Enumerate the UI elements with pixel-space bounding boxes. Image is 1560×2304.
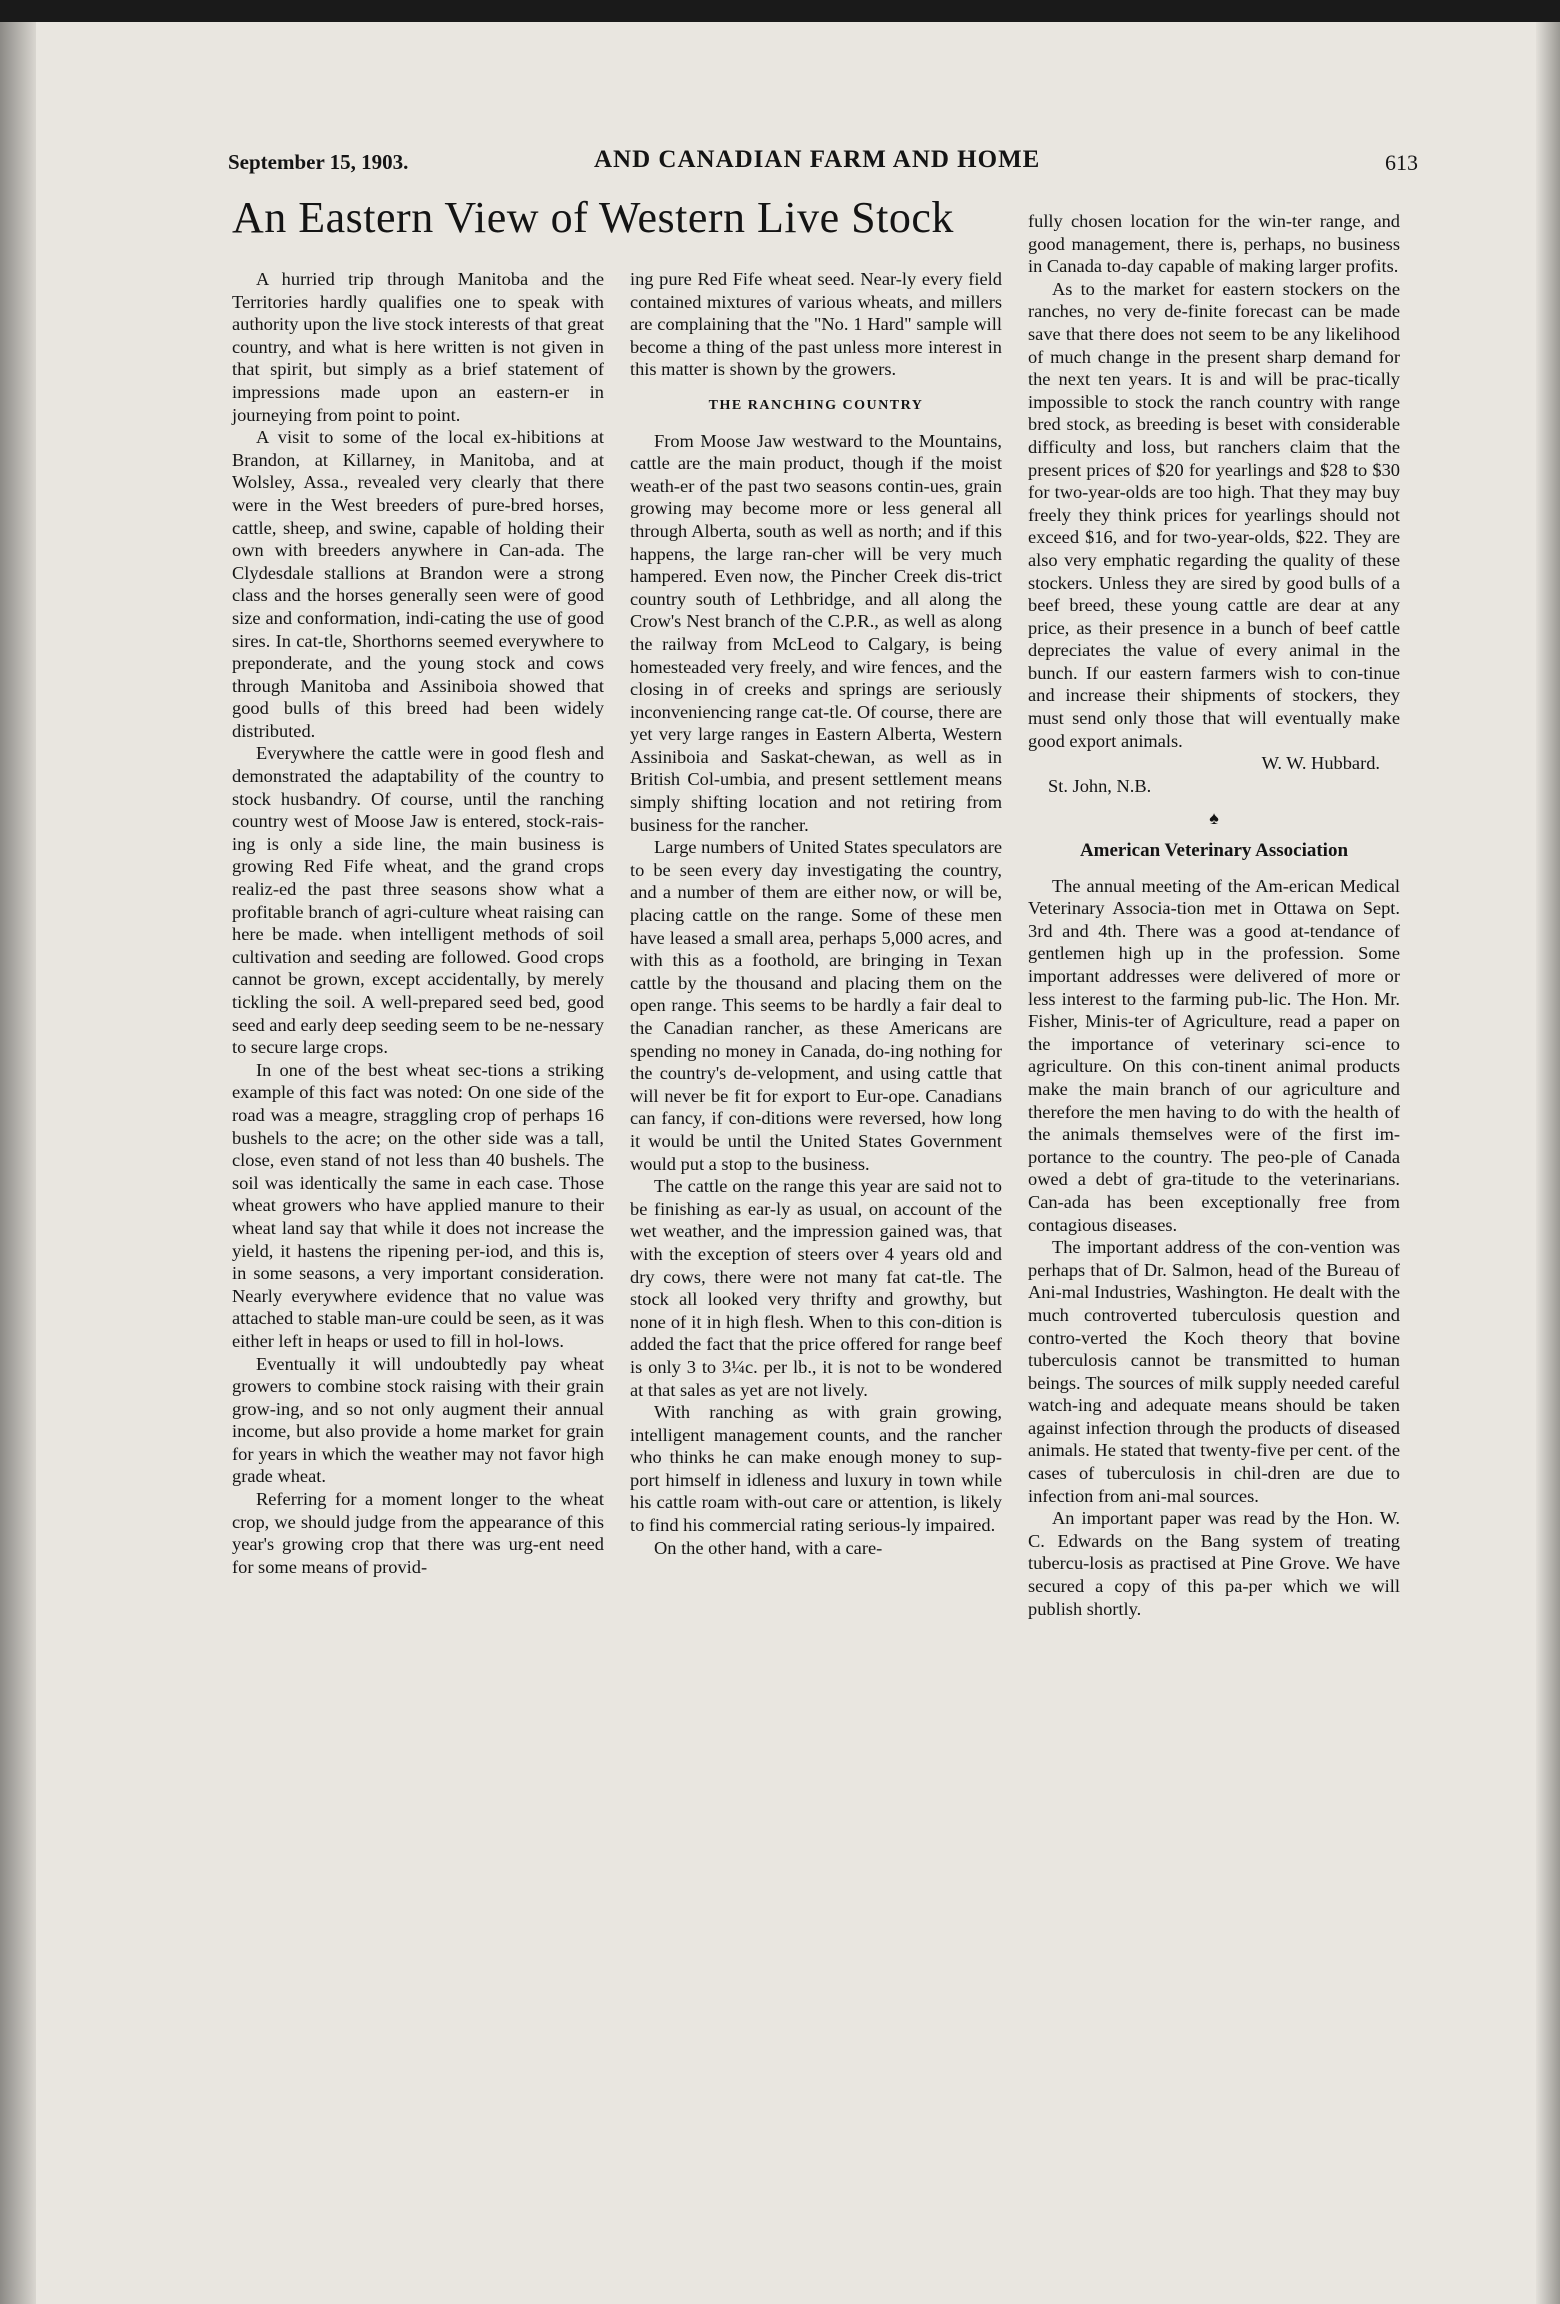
journal-title: AND CANADIAN FARM AND HOME [594,146,1041,173]
paragraph: fully chosen location for the win-ter range, and good management, there is, perhaps, no business in Canada to-day capable of making larger profits. [1028,211,1400,277]
paragraph: Referring for a moment longer to the wheat crop, we should judge from the appearance of this year's growing crop that there was urg-ent need for some means of provid- [232,1489,604,1577]
paragraph: Everywhere the cattle were in good flesh and demonstrated the adaptability of the country to stock husbandry. Of course, until the ranching country west of Moose Jaw is entered, stock-rais-ing is only a side line, the main business is growing Red Fife wheat, and the grand crops realiz-ed the past three seasons show what a profitable branch of agri-culture wheat raising can here be made. when intelligent methods of soil cultivation and seeding are followed. Good crops cannot be grown, except accidentally, by merely tickling the soil. A well-prepared seed bed, good seed and early deep seeding seem to be ne-nessary to secure large crops. [232,743,604,1058]
ornament-icon: ♠ [1209,808,1219,829]
paragraph: With ranching as with grain growing, intelligent management counts, and the rancher who thinks he can make enough money to sup-port himself in idleness and luxury in town while his cattle roam with-out care or attention, is likely to find his commercial rating serious-ly impaired. [630,1402,1002,1536]
page-number: 613 [1385,150,1418,175]
scan-edge-left [0,22,36,2304]
author-signature: W. W. Hubbard. [1261,753,1380,774]
paragraph: ing pure Red Fife wheat seed. Near-ly every field contained mixtures of various wheats, and millers are complaining that the "No. 1 Hard" sample will become a thing of the past unless more interest in this matter is shown by the growers. [630,269,1002,380]
column-3 [1028,210,1400,1620]
paragraph: The important address of the con-vention was perhaps that of Dr. Salmon, head of the Bureau of Ani-mal Industries, Washington. He dealt with the much controverted tuberculosis question and contro-verted the Koch theory that bovine tuberculosis cannot be transmitted to human beings. The sources of milk supply needed careful watch-ing and adequate means should be taken against infection through the products of diseased animals. He stated that twenty-five per cent. of the cases of tuberculosis in chil-dren are due to infection from ani-mal sources. [1028,1237,1400,1506]
article-heading: American Veterinary Association [1079,840,1349,862]
paragraph: A visit to some of the local ex-hibitions at Brandon, at Killarney, in Manitoba, and at Wolsley, Assa., revealed very clearly that there were in the West breeders of pure-bred horses, cattle, sheep, and swine, capable of holding their own with breeders anywhere in Can-ada. The Clydesdale stallions at Brandon were a strong class and the horses generally seen were of good size and conformation, indi-cating the use of good sires. In cat-tle, Shorthorns seemed everywhere to preponderate, and the young stock and cows through Manitoba and Assiniboia showed that good bulls of this breed had been widely distributed. [232,427,604,741]
column-2 [630,268,1002,1559]
paragraph: A hurried trip through Manitoba and the Territories hardly qualifies one to speak with authority upon the live stock interests of that great country, and what is here written is not given in that spirit, but simply as a brief statement of impressions made upon an eastern-er in journeying from point to point. [232,269,604,425]
paragraph: The cattle on the range this year are said not to be finishing as ear-ly as usual, on account of the wet weather, and the impression gained was, that with the exception of steers over 4 years old and dry cows, there were not many fat cat-tle. The stock all looked very thrifty and growthy, but none of it in high flesh. When to this con-dition is added the fact that the price offered for range beef is only 3 to 3¼c. per lb., it is not to be wondered at that sales as yet are not lively. [630,1176,1002,1400]
scan-border-top [0,0,1560,22]
paragraph: In one of the best wheat sec-tions a striking example of this fact was noted: On one side of the road was a meagre, straggling crop of perhaps 16 bushels to the acre; on the other side was a tall, close, even stand of not less than 40 bushels. The soil was identically the same in each case. Those wheat growers who have applied manure to their wheat land say that while it does not increase the yield, it hastens the ripening per-iod, and this is, in some seasons, a very important consideration. Nearly everywhere evidence that no value was attached to stable man-ure could be seen, as it was either left in heaps or used to fill in hol-lows. [232,1059,604,1351]
paragraph: Large numbers of United States speculators are to be seen every day investigating the country, and a number of them are either now, or will be, placing cattle on the range. Some of these men have leased a small area, perhaps 5,000 acres, and with this as a foothold, are bringing in Texan cattle by the thousand and placing them on the open range. This seems to be hardly a fair deal to the Canadian rancher, as these Americans are spending no money in Canada, do-ing nothing for the country's de-velopment, and using cattle that will never be fit for export to Eur-ope. Canadians can fancy, if con-ditions were reversed, how long it would be until the United States Government would put a stop to the business. [630,837,1002,1174]
section-subheading: THE RANCHING COUNTRY [708,397,924,413]
paragraph: From Moose Jaw westward to the Mountains, cattle are the main product, though if the moist weath-er of the past two seasons contin-ues, grain growing may become more or less general all through Alberta, south as well as north; and if this happens, the large ran-cher will be very much hampered. Even now, the Pincher Creek dis-trict country south of Lethbridge, and all along the Crow's Nest branch of the C.P.R., as well as along the railway from McLeod to Calgary, is being homesteaded very freely, and wire fences, and the closing in of creeks and springs are seriously inconveniencing range cat-tle. Of course, there are yet very large ranges in Eastern Alberta, Western Assiniboia and Saskat-chewan, as well as in British Col-umbia, and present settlement means simply shifting location and not retiring from business for the rancher. [630,430,1002,835]
running-header [228,146,1418,190]
scan-edge-right [1536,22,1560,2304]
author-location: St. John, N.B. [1048,775,1152,796]
paragraph: Eventually it will undoubtedly pay wheat growers to combine stock raising with their grain grow-ing, and so not only augment their annual income, but also provide a home market for grain for years in which the weather may not favor high grade wheat. [232,1353,604,1487]
column-1 [232,268,604,1578]
paragraph: On the other hand, with a care- [654,1537,883,1558]
issue-date: September 15, 1903. [228,150,409,174]
paragraph: An important paper was read by the Hon. W. C. Edwards on the Bang system of treating tubercu-losis as practised at Pine Grove. We have secured a copy of this pa-per which we will publish shortly. [1028,1508,1400,1619]
paragraph: As to the market for eastern stockers on the ranches, no very de-finite forecast can be made save that there does not seem to be any likelihood of much change in the present sharp demand for the next ten years. It is and will be prac-tically impossible to stock the ranch country with range bred stock, as breeding is beset with considerable difficulty and loss, but ranchers claim that the present prices of $20 for yearlings and $28 to $30 for two-year-olds are too high. That they may buy freely they think prices for yearlings should not exceed $16, and for two-year-olds, $22. They are also very emphatic regarding the quality of these stockers. Unless they are sired by good bulls of a beef breed, these young cattle are dear at any price, as their presence in a bunch of beef cattle depreciates the value of every animal in the bunch. If our eastern farmers wish to con-tinue and increase their shipments of stockers, they must send only those that will eventually make good export animals. [1028,278,1400,751]
paragraph: The annual meeting of the Am-erican Medical Veterinary Associa-tion met in Ottawa on Sept. 3rd and 4th. There was a good at-tendance of gentlemen high up in the profession. Some important addresses were delivered of more or less interest to the farming pub-lic. The Hon. Mr. Fisher, Minis-ter of Agriculture, read a paper on the importance of veterinary sci-ence to agriculture. On this con-tinent animal products make the main branch of our agriculture and therefore the men having to do with the health of the animals themselves were of the first im-portance to the country. The peo-ple of Canada owed a debt of gra-titude to the veterinarians. Can-ada has been exceptionally free from contagious diseases. [1028,875,1400,1235]
article-headline: An Eastern View of Western Live Stock [232,193,954,242]
